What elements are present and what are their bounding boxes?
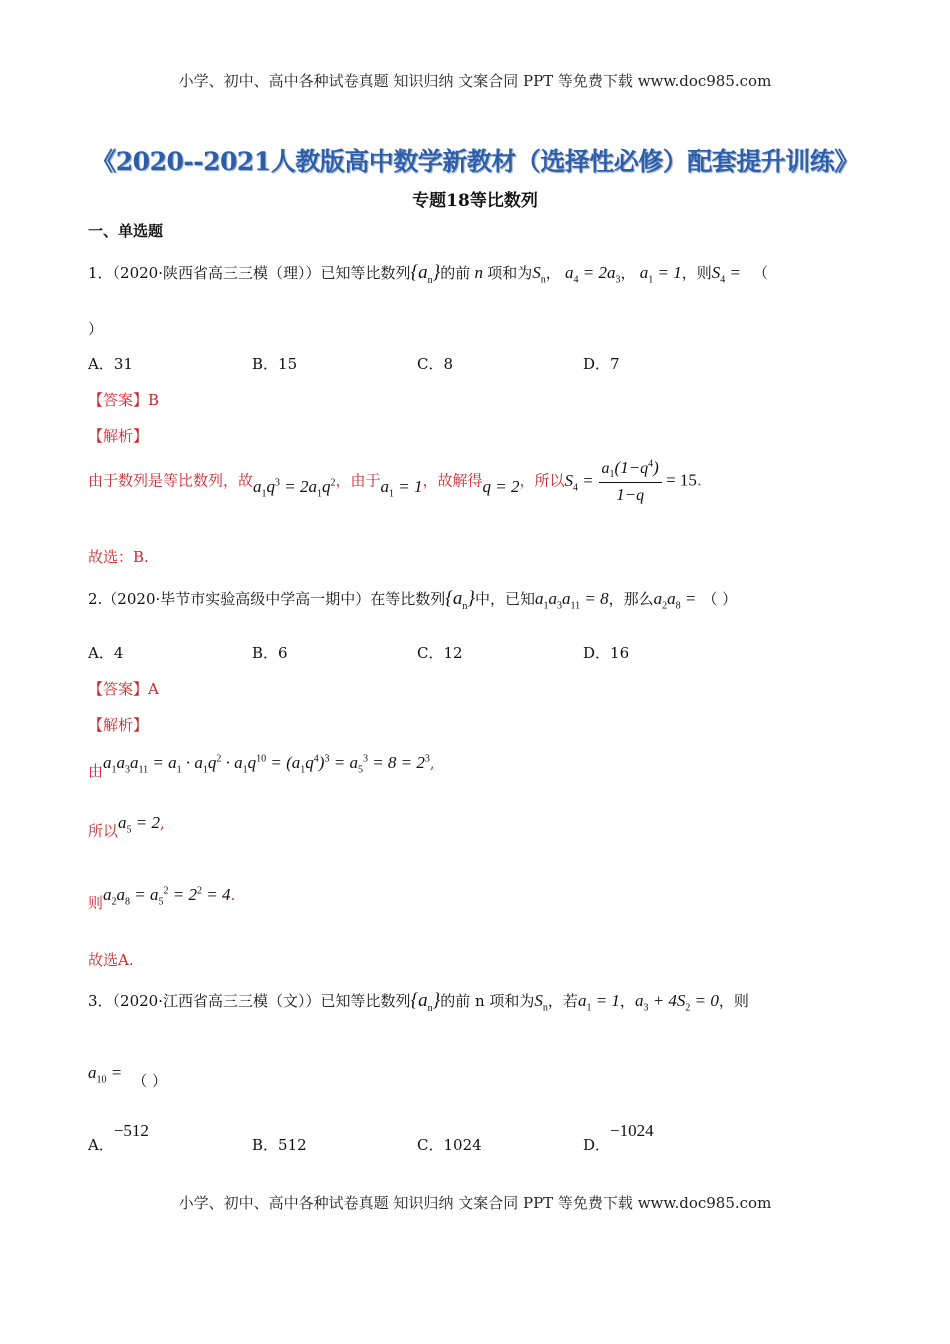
q3-line2: $a_{10}$ = （ ） (88, 1063, 168, 1090)
q1-option-a: A．31 (88, 355, 133, 373)
q3-prefix: 3．（2020·江西省高三三模（文））已知等比数列 (88, 992, 411, 1010)
q3-option-b: B．512 (252, 1136, 307, 1154)
section-heading: 一、单选题 (88, 222, 164, 240)
q3-option-a: A．−512 (88, 1121, 149, 1154)
page-header: 小学、初中、高中各种试卷真题 知识归纳 文案合同 PPT 等免费下载 www.doc985.com (178, 72, 772, 90)
q1-option-d: D．7 (583, 355, 620, 373)
q1-option-b: B．15 (252, 355, 298, 373)
q1-option-c: C．8 (417, 355, 454, 373)
question-3: 3．（2020·江西省高三三模（文））已知等比数列$\{a_n\}$的前 n 项和为$S_n$，若$a_1 = 1$，$a_3 + 4S_2 = 0$，则 (88, 990, 749, 1014)
q2-answer: 【答案】A (88, 680, 159, 698)
question-1: 1．（2020·陕西省高三三模（理））已知等比数列$\{a_n\}$的前 n 项和为$S_n$， $a_4 = 2a_3$， $a_1 = 1$，则$S_4$ = （ (88, 262, 769, 286)
document-title: 《2020--2021人教版高中数学新教材（选择性必修）配套提升训练》 (91, 147, 859, 176)
q2-solution-line2: 所以$a_5 = 2$, (88, 813, 165, 840)
document-subtitle: 专题18等比数列 (412, 191, 538, 211)
q2-option-a: A．4 (88, 644, 124, 662)
q1-solution: 由于数列是等比数列，故$a_1q^3 = 2a_1q^2$，由于$a_1 = 1$，故解得q = 2，所以$S_4$ = $\frac{a_1(1-q^4)}{1-q}$ = 15. (88, 458, 702, 505)
q3-option-c: C．1024 (417, 1136, 482, 1154)
question-2: 2.（2020·毕节市实验高级中学高一期中）在等比数列$\{a_n\}$中，已知$a_1a_3a_{11} = 8$，那么$a_2a_8$ = （ ） (88, 588, 738, 612)
q3-option-d: D．−1024 (583, 1121, 654, 1154)
q2-conclusion: 故选A. (88, 951, 134, 969)
page-footer: 小学、初中、高中各种试卷真题 知识归纳 文案合同 PPT 等免费下载 www.doc985.com (178, 1194, 772, 1212)
q1-answer: 【答案】B (88, 391, 160, 409)
q2-solution-line3: 则$a_2a_8 = a_5^2 = 2^2 = 4$. (88, 885, 236, 912)
q2-analysis-label: 【解析】 (88, 716, 149, 734)
q1-analysis-label: 【解析】 (88, 427, 149, 445)
q1-line2: ） (88, 320, 104, 338)
q2-option-c: C．12 (417, 644, 463, 662)
q1-prefix: 1．（2020·陕西省高三三模（理））已知等比数列 (88, 264, 411, 282)
q2-option-b: B．6 (252, 644, 288, 662)
q2-prefix: 2.（2020·毕节市实验高级中学高一期中）在等比数列 (88, 590, 446, 608)
q2-option-d: D．16 (583, 644, 630, 662)
q1-conclusion: 故选：B. (88, 548, 149, 566)
q2-solution-line1: 由$a_1a_3a_{11} = a_1 \cdot a_1q^2 \cdot a_1q^{10} = (a_1q^4)^3 = a_5^3 = 8 = 2^3$, (88, 753, 435, 780)
